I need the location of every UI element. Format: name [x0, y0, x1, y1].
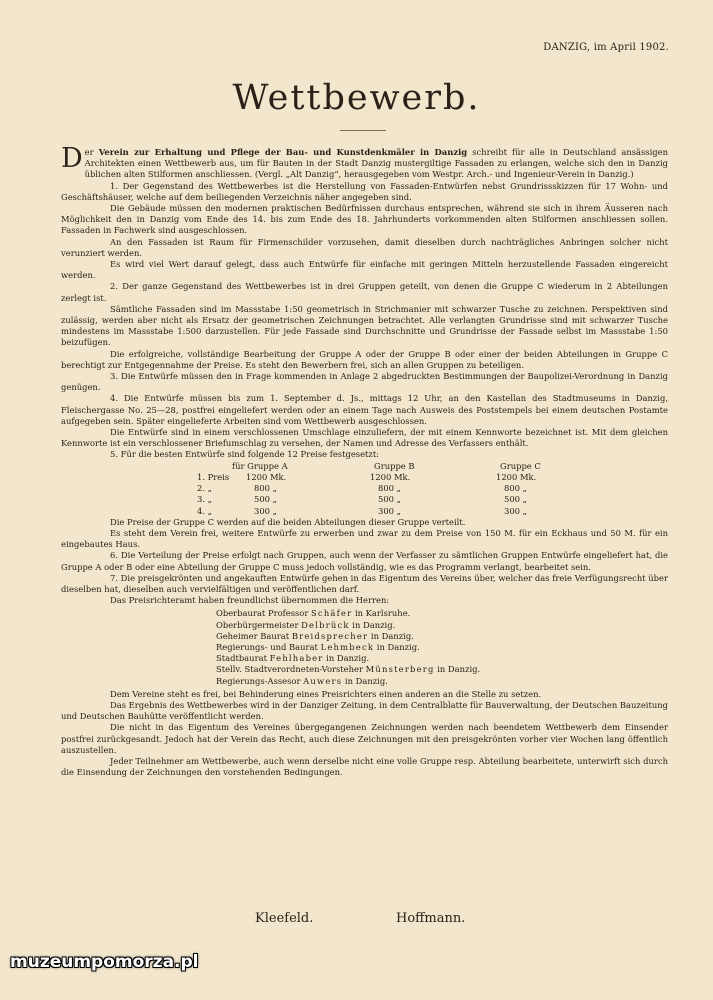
organization-name: Verein zur Erhaltung und Pflege der Bau- und Kunstdenkmäler in Danzig [98, 147, 468, 157]
paragraph: Die erfolgreiche, vollständige Bearbeitung der Gruppe A oder der Gruppe B oder einer der beiden Abteilungen in Gruppe C berechtigt zur Entgegennahme der Preise. Es steht den Bewerbern frei, sich an allen Gruppen zu beteiligen. [61, 348, 668, 370]
paragraph: Sämtliche Fassaden sind im Massstabe 1:50 geometrisch in Strichmanier mit schwarzer Tusche zu zeichnen. Perspektiven sind zulässig, werden aber nicht als Ersatz der geometrischen Zeichnungen betrachtet. Alle verlangten Grundrisse sind mit schwarzer Tusche mindestens im Massstabe 1:500 darzustellen. Für jede Fassade sind Durchschnitte und Grundrisse der Fassade selbst im Massstabe 1:50 beizufügen. [61, 303, 668, 348]
column-header: Gruppe C [500, 460, 541, 471]
paragraph: Es wird viel Wert darauf gelegt, dass auch Entwürfe für einfache mit geringen Mitteln herzustellende Fassaden eingereicht werden. [61, 259, 668, 281]
paragraph: 4. Die Entwürfe müssen bis zum 1. September d. Js., mittags 12 Uhr, an den Kastellan des Stadtmuseums in Danzig, Fleischergasse No. 25—28, postfrei eingeliefert werden oder an einem Tage nach Ausweis des Poststempels bei einem deutschen Postamte aufgegeben sein. Später eingelieferte Arbeiten sind vom Wettbewerb ausgeschlossen. [61, 393, 668, 426]
title-divider [340, 130, 386, 131]
jury-member: Stellv. Stadtverordneten-Vorsteher Münsterberg in Danzig. [216, 664, 481, 675]
jury-member: Stadtbaurat Fehlhaber in Danzig. [216, 653, 370, 664]
paragraph: Es steht dem Verein frei, weitere Entwürfe zu erwerben und zwar zu dem Preise von 150 M. für ein Eckhaus und 50 M. für ein eingebautes Haus. [61, 527, 668, 550]
jury-member: Geheimer Baurat Breidsprecher in Danzig. [216, 630, 414, 641]
jury-member: Regierungs- und Baurat Lehmbeck in Danzig. [216, 641, 420, 652]
paragraph: Dem Vereine steht es frei, bei Behinderung eines Preisrichters einen anderen an die Stelle zu setzen. [110, 688, 542, 699]
column-header: für Gruppe A [232, 460, 288, 471]
prize-row: 2. „ 800 „ 800 „ 800 „ [197, 483, 527, 494]
paragraph: Das Preisrichteramt haben freundlichst übernommen die Herren: [110, 595, 390, 606]
paragraph: Die Gebäude müssen den modernen praktischen Bedürfnissen durchaus entsprechen, während sie sich in ihrem Äusseren nach Möglichkeit den in Danzig vom Ende des 14. bis zum Ende des 18. Jahrhunderts vorkommenden alten Stilformen anschliessen sollen. Fassaden in Fachwerk sind ausgeschlossen. [61, 203, 668, 236]
prize-table [197, 461, 541, 517]
column-header: Gruppe B [374, 460, 415, 471]
prize-row: 1. Preis 1200 Mk. 1200 Mk. 1200 Mk. [197, 471, 537, 482]
jury-member: Oberbürgermeister Delbrück in Danzig. [216, 619, 396, 630]
paragraph: Das Ergebnis des Wettbewerbes wird in der Danziger Zeitung, in dem Centralblatte für Bauverwaltung, der Deutschen Bauzeitung und Deutschen Bauhütte veröffentlicht werden. [61, 699, 668, 722]
paragraph: 3. Die Entwürfe müssen den in Frage kommenden in Anlage 2 abgedruckten Bestimmungen der Baupolizei-Verordnung in Danzig genügen. [61, 371, 668, 393]
paragraph: Jeder Teilnehmer am Wettbewerbe, auch wenn derselbe nicht eine volle Gruppe resp. Abteilung bearbeitete, unterwirft sich durch die Einsendung der Zeichnungen den vorstehenden Bedingungen. [61, 755, 668, 778]
jury-list [216, 608, 668, 686]
paragraph: Die Entwürfe sind in einem verschlossenen Umschlage einzuliefern, der mit einem Kennworte bezeichnet ist. Mit dem gleichen Kennworte ist ein verschlossener Briefumschlag zu versehen, der Namen und Adresse des Verfassers enthält. [61, 427, 668, 449]
drop-cap: D [61, 143, 83, 174]
prize-row: 3. „ 500 „ 500 „ 500 „ [197, 494, 527, 505]
paragraph: 2. Der ganze Gegenstand des Wettbewerbes ist in drei Gruppen geteilt, von denen die Gruppe C wiederum in 2 Abteilungen zerlegt ist. [61, 281, 668, 303]
intro-paragraph: Der Verein zur Erhaltung und Pflege der Bau- und Kunstdenkmäler in Danzig schreibt für alle in Deutschland ansässigen Architekten einen Wettbewerb aus, um für Bauten in der Stadt Danzig mustergiltige Fassaden zu erlangen, welche sich den in Danzig üblichen alten Stilformen anschliessen. (Vergl. „Alt Danzig“, herausgegeben vom Westpr. Arch.- und Ingenieur-Verein in Danzig.) [61, 143, 668, 180]
prize-row: 4. „ 300 „ 300 „ 300 „ [197, 505, 527, 516]
paragraph: An den Fassaden ist Raum für Firmenschilder vorzusehen, damit dieselben durch nachträgliches Anbringen solcher nicht verunziert werden. [61, 236, 668, 258]
page-title: Wettbewerb. [232, 78, 481, 118]
jury-member: Oberbaurat Professor Schäfer in Karlsruhe. [216, 608, 411, 619]
paragraph: 6. Die Verteilung der Preise erfolgt nach Gruppen, auch wenn der Verfasser zu sämtlichen Gruppen Entwürfe eingeliefert hat, die Gruppe A oder B oder eine Abteilung der Gruppe C muss jedoch vollständig, wie es das Programm verlangt, bearbeitet sein. [61, 550, 668, 572]
date-line: DANZIG, im April 1902. [543, 42, 669, 53]
watermark: muzeumpomorza.pl [10, 952, 199, 972]
paragraph: 7. Die preisgekrönten und angekauften Entwürfe gehen in das Eigentum des Vereins über, welcher das freie Verfügungsrecht über dieselben hat, dieselben auch vervielfältigen und veröffentlichen darf. [61, 572, 668, 594]
paragraph: Die nicht in das Eigentum des Vereines übergegangenen Zeichnungen werden nach beendetem Wettbewerb dem Einsender postfrei zurückgesandt. Jedoch hat der Verein das Recht, auch diese Zeichnungen mit den preisgekrönten vorher vier Wochen lang öffentlich auszustellen. [61, 722, 668, 755]
paragraph: Die Preise der Gruppe C werden auf die beiden Abteilungen dieser Gruppe verteilt. [110, 516, 466, 527]
paragraph: 1. Der Gegenstand des Wettbewerbes ist die Herstellung von Fassaden-Entwürfen nebst Grundrissskizzen für 17 Wohn- und Geschäftshäuser, welche auf dem beiliegenden Verzeichnis näher angegeben sind. [61, 180, 668, 202]
document-body [61, 143, 668, 778]
signature-kleefeld: Kleefeld. [255, 911, 314, 926]
jury-member: Regierungs-Assesor Auwers in Danzig. [216, 675, 388, 686]
prize-table-header [197, 461, 541, 472]
signature-hoffmann: Hoffmann. [396, 911, 466, 926]
paragraph: 5. Für die besten Entwürfe sind folgende 12 Preise festgesetzt: [110, 449, 380, 460]
